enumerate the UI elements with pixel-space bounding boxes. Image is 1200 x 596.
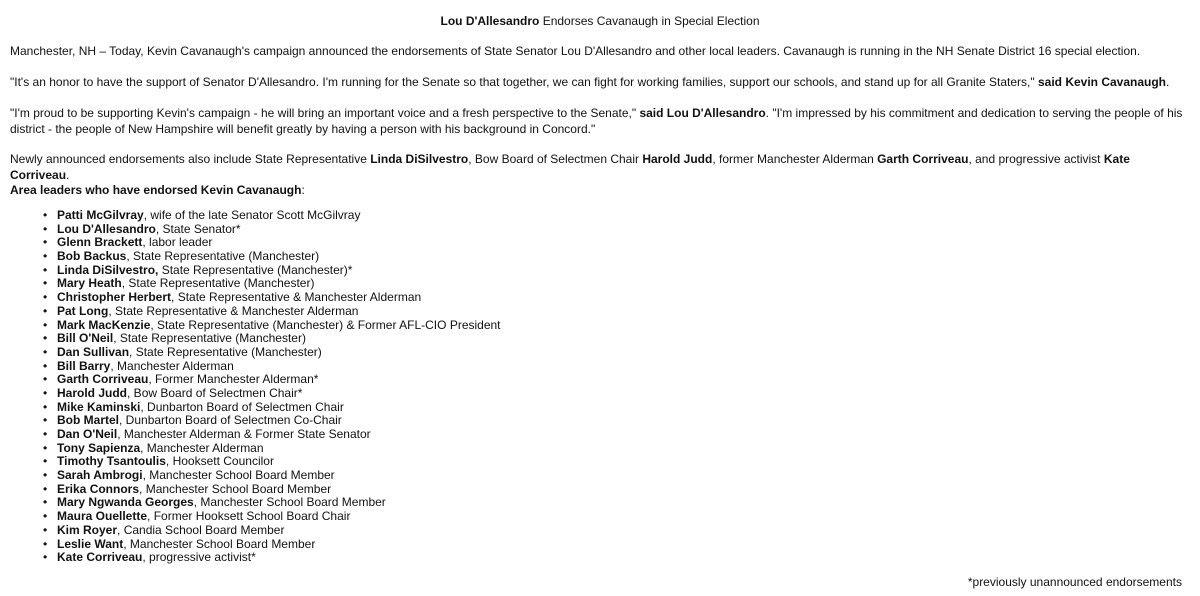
cavanaugh-attribution: said Kevin Cavanaugh	[1037, 75, 1167, 89]
p4-name-judd: Harold Judd	[642, 152, 713, 166]
endorsers-list	[43, 209, 501, 565]
p4-text-b: , Bow Board of Selectmen Chair	[468, 152, 643, 166]
bullet-icon: •	[43, 317, 48, 332]
endorser-role: , Manchester Alderman	[140, 440, 264, 455]
endorser-name: Patti McGilvray	[57, 208, 144, 222]
endorser-role: , Former Hooksett School Board Chair	[147, 509, 351, 524]
list-item	[43, 524, 501, 538]
endorser-role: State Representative (Manchester)*	[158, 262, 353, 277]
bullet-icon: •	[43, 344, 48, 359]
bullet-icon: •	[43, 468, 48, 483]
bullet-icon: •	[43, 276, 48, 291]
endorser-name: Sarah Ambrogi	[57, 468, 143, 483]
endorser-role: , State Representative (Manchester)	[121, 276, 315, 291]
bullet-icon: •	[43, 385, 48, 400]
list-heading	[10, 183, 1188, 199]
list-heading-colon: :	[301, 183, 305, 197]
endorser-name: Linda DiSilvestro,	[57, 262, 159, 277]
endorser-role: , Manchester School Board Member	[142, 468, 335, 483]
list-item	[43, 209, 501, 223]
bullet-icon: •	[43, 221, 48, 236]
list-item	[43, 442, 501, 456]
endorser-role: , Manchester School Board Member	[123, 536, 316, 551]
endorser-name: Glenn Brackett	[57, 235, 143, 250]
endorser-name: Tony Sapienza	[57, 440, 141, 455]
bullet-icon: •	[43, 372, 48, 387]
endorser-role: , Manchester Alderman	[110, 358, 234, 373]
list-item	[43, 319, 501, 333]
bullet-icon: •	[43, 262, 48, 277]
list-item	[43, 414, 501, 428]
list-item	[43, 387, 501, 401]
list-item	[43, 305, 501, 319]
endorser-name: Leslie Want	[57, 536, 124, 551]
endorser-role: , State Representative & Manchester Alderman	[171, 290, 422, 305]
list-item	[43, 483, 501, 497]
list-item	[43, 277, 501, 291]
bullet-icon: •	[43, 550, 48, 565]
endorser-role: , Dunbarton Board of Selectmen Co-Chair	[119, 413, 342, 428]
bullet-icon: •	[43, 522, 48, 537]
endorser-name: Harold Judd	[57, 385, 128, 400]
list-item	[43, 373, 501, 387]
bullet-icon: •	[43, 427, 48, 441]
endorser-name: Timothy Tsantoulis	[57, 454, 166, 469]
endorser-role: , Manchester School Board Member	[139, 481, 332, 496]
bullet-icon: •	[43, 440, 48, 455]
list-item	[43, 236, 501, 250]
endorser-role: , Hooksett Councilor	[165, 454, 274, 469]
bullet-icon: •	[43, 509, 48, 524]
endorser-name: Mary Heath	[57, 276, 122, 291]
endorser-name: Bill O'Neil	[57, 331, 114, 346]
endorser-name: Mike Kaminski	[57, 399, 141, 414]
bullet-icon: •	[43, 208, 48, 222]
endorser-name: Mark MacKenzie	[57, 317, 151, 332]
dallesandro-attribution: said Lou D'Allesandro	[639, 106, 766, 120]
list-item	[43, 538, 501, 552]
bullet-icon: •	[43, 235, 48, 250]
endorser-role: , Manchester Alderman & Former State Senator	[117, 427, 371, 441]
bullet-icon: •	[43, 290, 48, 305]
p4-text-c: , former Manchester Alderman	[712, 152, 878, 166]
list-heading-text: Area leaders who have endorsed Kevin Cavanaugh	[10, 183, 302, 197]
endorser-name: Garth Corriveau	[57, 372, 149, 387]
endorser-name: Dan Sullivan	[57, 344, 130, 359]
endorser-role: , State Representative & Manchester Alderman	[108, 303, 359, 318]
endorser-role: , wife of the late Senator Scott McGilvray	[143, 208, 361, 222]
endorser-role: , State Representative (Manchester)	[113, 331, 306, 346]
endorser-name: Erika Connors	[57, 481, 140, 496]
list-item	[43, 346, 501, 360]
dallesandro-quote-2: . "I'm impressed by his commitment and dedication to serving the people of his district - the people of New Hampshire will benefit greatly by having a person with his background in Concord."	[10, 106, 1183, 136]
bullet-icon: •	[43, 481, 48, 496]
intro-paragraph: Manchester, NH – Today, Kevin Cavanaugh's campaign announced the endorsements of State Senator Lou D'Allesandro and other local leaders. Cavanaugh is running in the NH Senate District 16 special election.	[10, 44, 1141, 58]
endorser-name: Bob Martel	[57, 413, 120, 428]
new-endorsements-paragraph	[10, 152, 1188, 183]
list-item	[43, 332, 501, 346]
endorser-role: , Manchester School Board Member	[193, 495, 386, 510]
list-item	[43, 510, 501, 524]
endorser-role: , State Representative (Manchester)	[126, 249, 320, 264]
endorser-role: , labor leader	[142, 235, 213, 250]
endorser-name: Kate Corriveau	[57, 550, 143, 565]
list-item	[43, 401, 501, 415]
endorser-role: , Dunbarton Board of Selectmen Chair	[140, 399, 344, 414]
endorser-name: Lou D'Allesandro	[57, 221, 156, 236]
endorser-role: , State Representative (Manchester) & Former AFL-CIO President	[150, 317, 501, 332]
p4-name-kate-corriveau: Kate Corriveau	[10, 152, 1130, 182]
bullet-icon: •	[43, 303, 48, 318]
list-item	[43, 264, 501, 278]
bullet-icon: •	[43, 331, 48, 346]
list-item	[43, 250, 501, 264]
list-item	[43, 223, 501, 237]
bullet-icon: •	[43, 358, 48, 373]
list-item	[43, 455, 501, 469]
endorser-name: Pat Long	[57, 303, 109, 318]
bullet-icon: •	[43, 399, 48, 414]
endorser-role: , Candia School Board Member	[117, 522, 285, 537]
cavanaugh-quote-paragraph	[10, 75, 1188, 91]
list-item	[43, 360, 501, 374]
list-item	[43, 291, 501, 305]
title-rest: Endorses Cavanaugh in Special Election	[539, 14, 760, 28]
bullet-icon: •	[43, 413, 48, 428]
endorser-name: Bill Barry	[57, 358, 111, 373]
endorser-role: , Bow Board of Selectmen Chair*	[127, 385, 303, 400]
bullet-icon: •	[43, 536, 48, 551]
list-item	[43, 496, 501, 510]
endorser-role: , State Representative (Manchester)	[129, 344, 322, 359]
list-item	[43, 428, 501, 442]
title-name: Lou D'Allesandro	[440, 14, 540, 28]
p4-name-garth-corriveau: Garth Corriveau	[877, 152, 969, 166]
p4-text-d: , and progressive activist	[968, 152, 1104, 166]
endorser-role: , Former Manchester Alderman*	[148, 372, 319, 387]
endorser-name: Kim Royer	[57, 522, 118, 537]
cavanaugh-quote-end: .	[1166, 75, 1170, 89]
cavanaugh-quote: "It's an honor to have the support of Senator D'Allesandro. I'm running for the Senate so that together, we can fight for working families, support our schools, and stand up for all Granite Staters,"	[10, 75, 1038, 89]
footnote: *previously unannounced endorsements	[967, 575, 1182, 589]
bullet-icon: •	[43, 495, 48, 510]
dallesandro-quote-paragraph	[10, 106, 1188, 137]
bullet-icon: •	[43, 249, 48, 264]
endorser-role: , progressive activist*	[142, 550, 256, 565]
endorser-name: Bob Backus	[57, 249, 127, 264]
p4-text-e: .	[66, 167, 70, 182]
endorser-name: Dan O'Neil	[57, 427, 118, 441]
page-title	[0, 14, 1200, 29]
list-item	[43, 469, 501, 483]
bullet-icon: •	[43, 454, 48, 469]
endorser-name: Christopher Herbert	[57, 290, 172, 305]
p4-text-a: Newly announced endorsements also include State Representative	[10, 152, 371, 166]
p4-name-disilvestro: Linda DiSilvestro	[370, 152, 469, 166]
dallesandro-quote-1: "I'm proud to be supporting Kevin's campaign - he will bring an important voice and a fresh perspective to the Senate,"	[10, 106, 640, 120]
endorser-name: Maura Ouellette	[57, 509, 148, 524]
list-item	[43, 551, 501, 565]
endorser-role: , State Senator*	[155, 221, 241, 236]
endorser-name: Mary Ngwanda Georges	[57, 495, 194, 510]
